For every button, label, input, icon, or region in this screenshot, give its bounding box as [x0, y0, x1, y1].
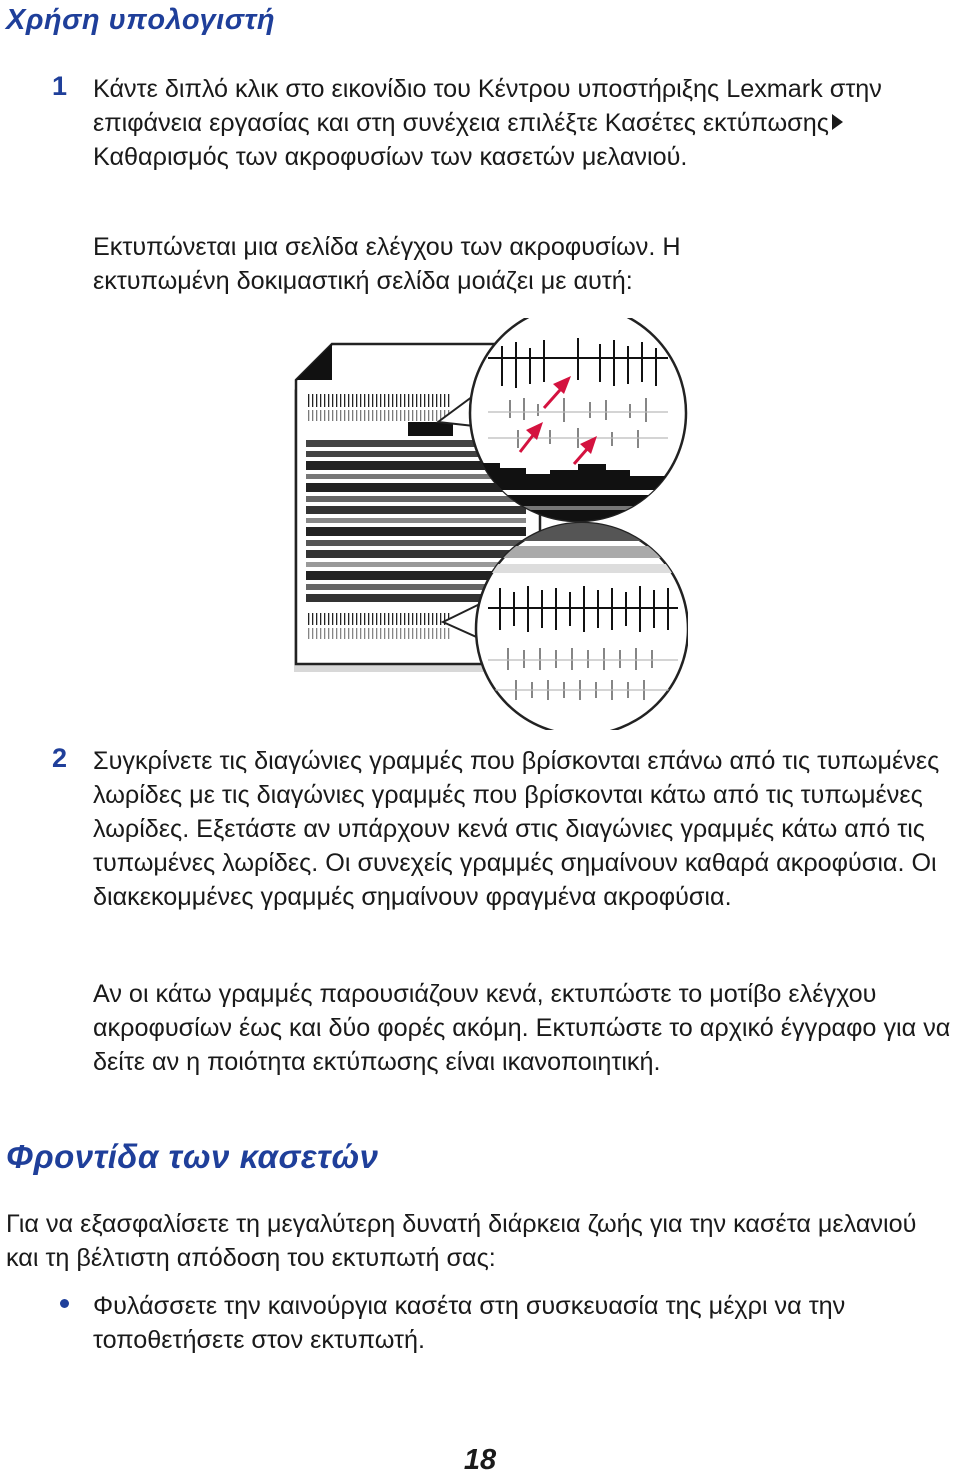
step-2-followup: Αν οι κάτω γραμμές παρουσιάζουν κενά, εκτυπώστε το μοτίβο ελέγχου ακροφυσίων έως και δύο φορές ακόμη. Εκτυπώστε το αρχικό έγγραφο για να δείτε αν η ποιότητα εκτύπωσης είναι ικανοποιητική.	[93, 980, 951, 1076]
page-number: 18	[463, 1444, 497, 1476]
section-title: Φροντίδα των κασετών	[6, 1138, 379, 1175]
care-bullet: Φυλάσσετε την καινούργια κασέτα στη συσκευασία της μέχρι να την τοποθετήσετε στον εκτυπωτή.	[93, 1292, 846, 1354]
step-1-text-part2: Καθαρισμός των ακροφυσίων των κασετών μελανιού.	[93, 143, 688, 171]
bullet-icon	[60, 1299, 69, 1308]
step-1-text-part1: Κάντε διπλό κλικ στο εικονίδιο του Κέντρου υποστήριξης Lexmark στην επιφάνεια εργασίας και στη συνέχεια επιλέξτε Κασέτες εκτύπωσης	[93, 75, 882, 137]
triangle-right-icon	[832, 114, 843, 130]
step-number: 1	[52, 71, 68, 101]
nozzle-test-page-illustration	[288, 318, 688, 730]
section-title: Χρήση υπολογιστή	[6, 4, 276, 36]
step-2-text: Συγκρίνετε τις διαγώνιες γραμμές που βρίσκονται επάνω από τις τυπωμένες λωρίδες με τις διαγώνιες γραμμές που βρίσκονται κάτω από τις τυπωμένες λωρίδες. Εξετάστε αν υπάρχουν κενά στις διαγώνιες γραμμές κάτω από τις τυπωμένες λωρίδες. Οι συνεχείς γραμμές σημαίνουν καθαρά ακροφύσια. Οι διακεκομμένες γραμμές σημαίνουν φραγμένα ακροφύσια.	[93, 747, 940, 911]
step-number: 2	[52, 743, 68, 773]
care-intro: Για να εξασφαλίσετε τη μεγαλύτερη δυνατή διάρκεια ζωής για την κασέτα μελανιού και τη βέλτιστη απόδοση του εκτυπωτή σας:	[6, 1210, 917, 1272]
step-1-result: Εκτυπώνεται μια σελίδα ελέγχου των ακροφυσίων. Η εκτυπωμένη δοκιμαστική σελίδα μοιάζει με αυτή:	[93, 233, 681, 295]
step-1-text	[93, 72, 893, 174]
